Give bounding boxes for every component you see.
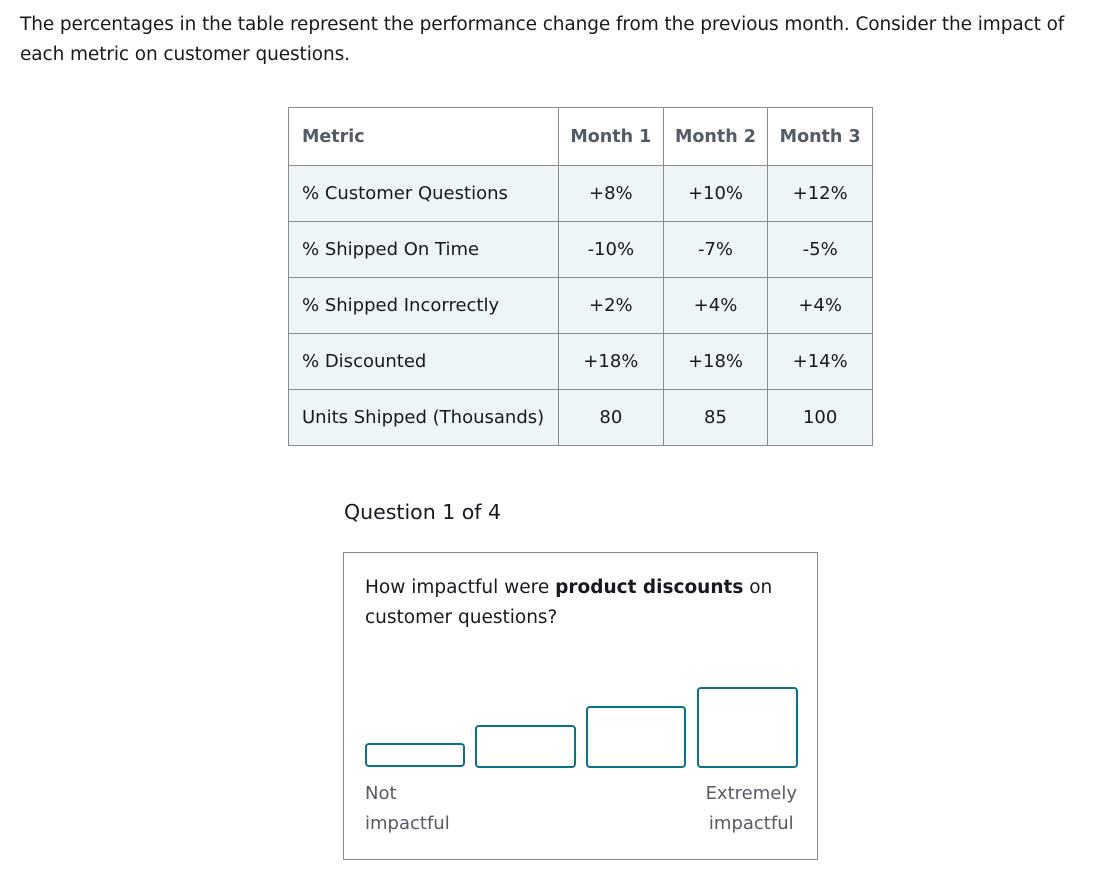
table-row bbox=[289, 222, 873, 278]
table-cell: 85 bbox=[663, 390, 768, 446]
scale-high-label-line-2: impactful bbox=[708, 813, 794, 834]
table-header-row bbox=[289, 108, 873, 166]
question-text bbox=[365, 573, 785, 633]
table-cell: +12% bbox=[768, 166, 873, 222]
scale-high-label-line-1: Extremely bbox=[705, 783, 797, 804]
table-cell: +18% bbox=[663, 334, 768, 390]
table-cell: +4% bbox=[663, 278, 768, 334]
metric-name-cell: % Shipped Incorrectly bbox=[289, 278, 559, 334]
question-suffix: on customer questions? bbox=[365, 577, 773, 628]
question-prefix: How impactful were bbox=[365, 577, 556, 598]
table-row bbox=[289, 390, 873, 446]
table-cell: +18% bbox=[559, 334, 664, 390]
table-cell: +4% bbox=[768, 278, 873, 334]
question-emphasis: product discounts bbox=[555, 577, 744, 598]
question-counter: Question 1 of 4 bbox=[344, 500, 502, 524]
column-header-metric: Metric bbox=[289, 108, 559, 166]
metric-name-cell: % Customer Questions bbox=[289, 166, 559, 222]
rating-option-3[interactable] bbox=[586, 706, 686, 768]
table-cell: +14% bbox=[768, 334, 873, 390]
table-row bbox=[289, 278, 873, 334]
rating-option-1[interactable] bbox=[365, 743, 465, 767]
metric-name-cell: % Discounted bbox=[289, 334, 559, 390]
question-card bbox=[343, 552, 818, 860]
table-cell: +8% bbox=[559, 166, 664, 222]
rating-option-2[interactable] bbox=[475, 725, 576, 768]
scale-high-label bbox=[706, 779, 797, 839]
table-row bbox=[289, 334, 873, 390]
instructions-text: The percentages in the table represent the performance change from the previous month. Consider the impact of each metric on customer questions. bbox=[20, 14, 1065, 65]
table-cell: -5% bbox=[768, 222, 873, 278]
metrics-table bbox=[288, 107, 873, 446]
metric-name-cell: % Shipped On Time bbox=[289, 222, 559, 278]
scale-low-label-line-1: Not bbox=[365, 783, 397, 804]
scale-low-label-line-2: impactful bbox=[365, 813, 450, 834]
table-cell: 80 bbox=[559, 390, 664, 446]
table-cell: -7% bbox=[663, 222, 768, 278]
column-header-month-2: Month 2 bbox=[663, 108, 768, 166]
table-cell: +2% bbox=[559, 278, 664, 334]
table-cell: +10% bbox=[663, 166, 768, 222]
table-row bbox=[289, 166, 873, 222]
scale-low-label bbox=[365, 779, 450, 839]
metric-name-cell: Units Shipped (Thousands) bbox=[289, 390, 559, 446]
rating-option-4[interactable] bbox=[697, 687, 798, 768]
table-cell: -10% bbox=[559, 222, 664, 278]
table-cell: 100 bbox=[768, 390, 873, 446]
column-header-month-1: Month 1 bbox=[559, 108, 664, 166]
column-header-month-3: Month 3 bbox=[768, 108, 873, 166]
